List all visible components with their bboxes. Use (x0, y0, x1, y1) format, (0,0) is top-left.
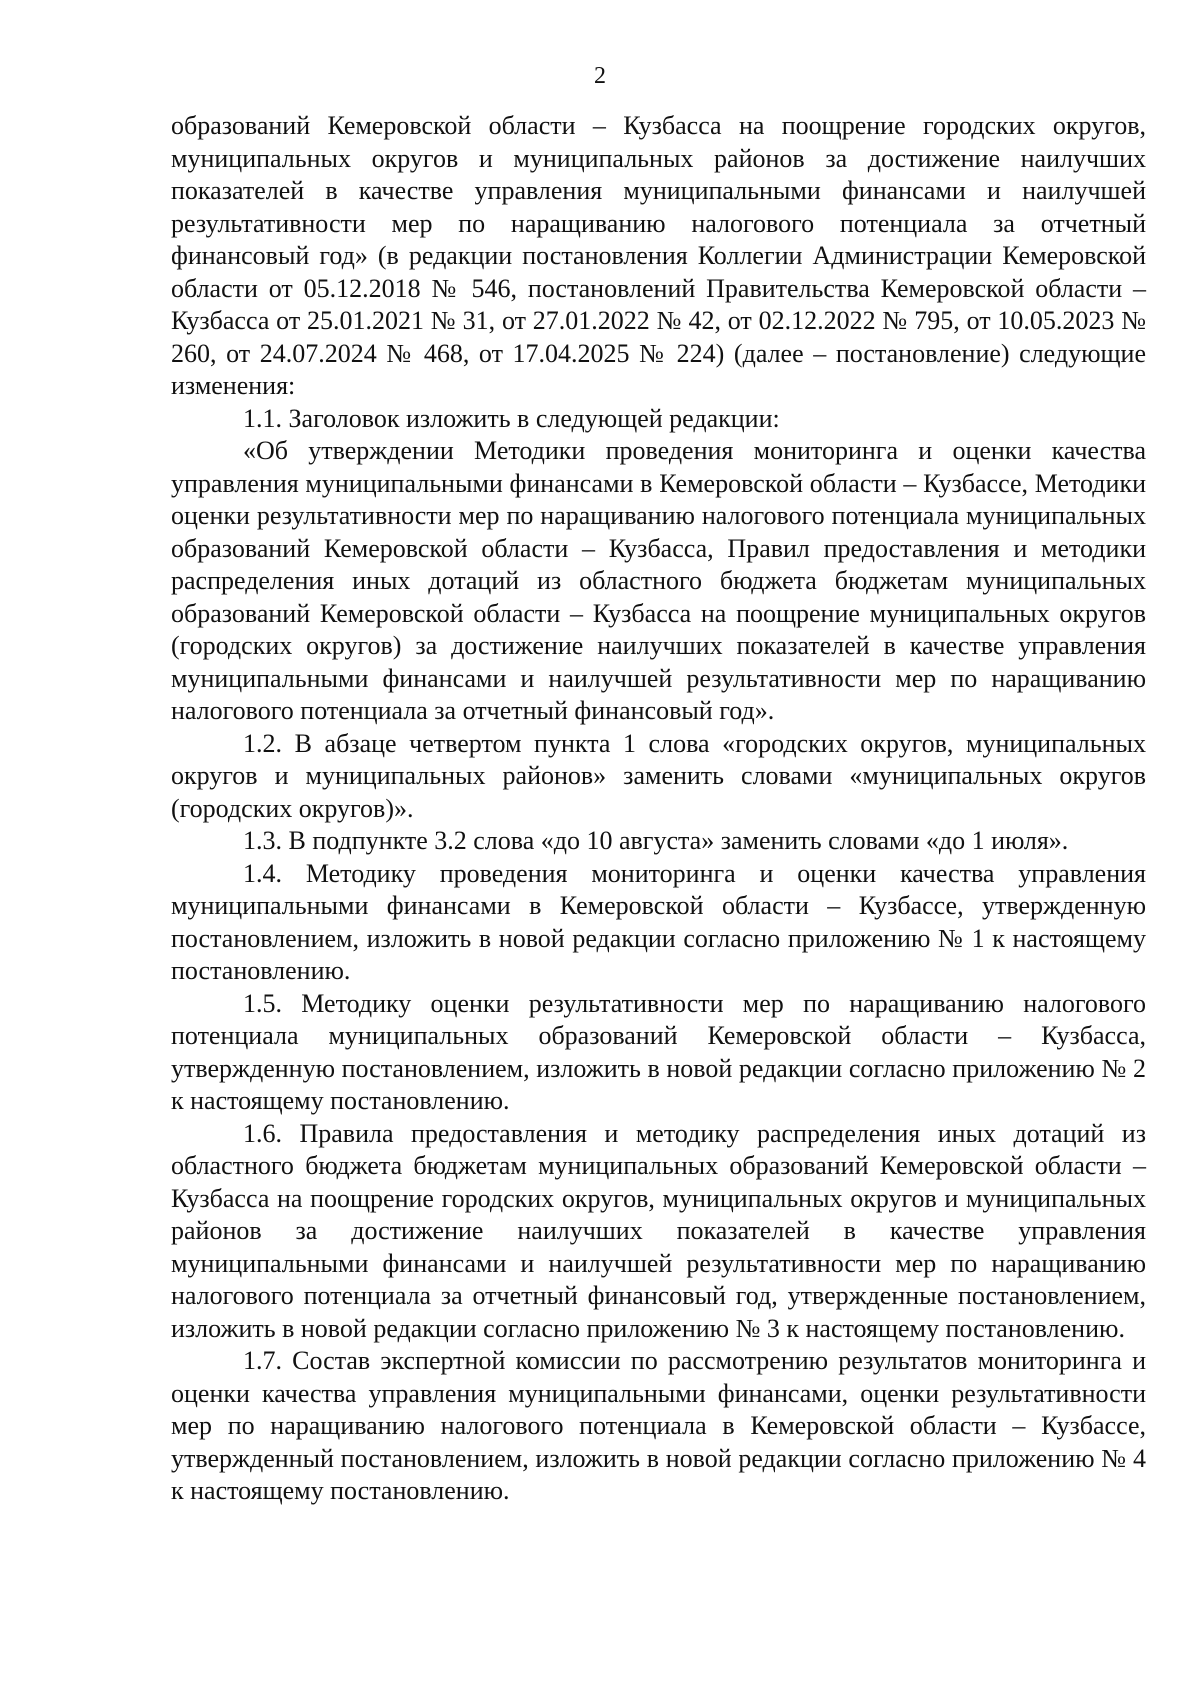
paragraph-1-5: 1.5. Методику оценки результативности мер по наращиванию налогового потенциала муниципальных образований Кемеровской области – Кузбасса, утвержденную постановлением, изложить в новой редакции согласно приложению № 2 к настоящему постановлению. (171, 988, 1146, 1115)
paragraph-1-1-title-quote: «Об утверждении Методики проведения мониторинга и оценки качества управления муниципальными финансами в Кемеровской области – Кузбассе, Методики оценки результативности мер по наращиванию налогового потенциала муниципальных образований Кемеровской области – Кузбасса, Правил предоставления и методики распределения иных дотаций из областного бюджета бюджетам муниципальных образований Кемеровской области – Кузбасса на поощрение муниципальных округов (городских округов) за достижение наилучших показателей в качестве управления муниципальными финансами и наилучшей результативности мер по наращиванию налогового потенциала за отчетный финансовый год». (171, 436, 1146, 725)
paragraph-1-4: 1.4. Методику проведения мониторинга и оценки качества управления муниципальными финансами в Кемеровской области – Кузбассе, утвержденную постановлением, изложить в новой редакции согласно приложению № 1 к настоящему постановлению. (171, 858, 1146, 985)
document-body (171, 110, 1146, 1508)
page-number: 2 (594, 63, 606, 89)
paragraph-1-2: 1.2. В абзаце четвертом пункта 1 слова «городских округов, муниципальных округов и муниципальных районов» заменить словами «муниципальных округов (городских округов)». (171, 728, 1146, 823)
paragraph-intro-continuation: образований Кемеровской области – Кузбасса на поощрение городских округов, муниципальных округов и муниципальных районов за достижение наилучших показателей в качестве управления муниципальными финансами и наилучшей результативности мер по наращиванию налогового потенциала за отчетный финансовый год» (в редакции постановления Коллегии Администрации Кемеровской области от 05.12.2018 № 546, постановлений Правительства Кемеровской области – Кузбасса от 25.01.2021 № 31, от 27.01.2022 № 42, от 02.12.2022 № 795, от 10.05.2023 № 260, от 24.07.2024 № 468, от 17.04.2025 № 224) (далее – постановление) следующие изменения: (171, 111, 1146, 400)
paragraph-1-1: 1.1. Заголовок изложить в следующей редакции: (243, 403, 780, 433)
paragraph-1-7: 1.7. Состав экспертной комиссии по рассмотрению результатов мониторинга и оценки качества управления муниципальными финансами, оценки результативности мер по наращиванию налогового потенциала в Кемеровской области – Кузбассе, утвержденный постановлением, изложить в новой редакции согласно приложению № 4 к настоящему постановлению. (171, 1346, 1146, 1505)
paragraph-1-6: 1.6. Правила предоставления и методику распределения иных дотаций из областного бюджета бюджетам муниципальных образований Кемеровской области – Кузбасса на поощрение городских округов, муниципальных округов и муниципальных районов за достижение наилучших показателей в качестве управления муниципальными финансами и наилучшей результативности мер по наращиванию налогового потенциала за отчетный финансовый год, утвержденные постановлением, изложить в новой редакции согласно приложению № 3 к настоящему постановлению. (171, 1118, 1146, 1343)
paragraph-1-3: 1.3. В подпункте 3.2 слова «до 10 августа» заменить словами «до 1 июля». (243, 826, 1069, 855)
